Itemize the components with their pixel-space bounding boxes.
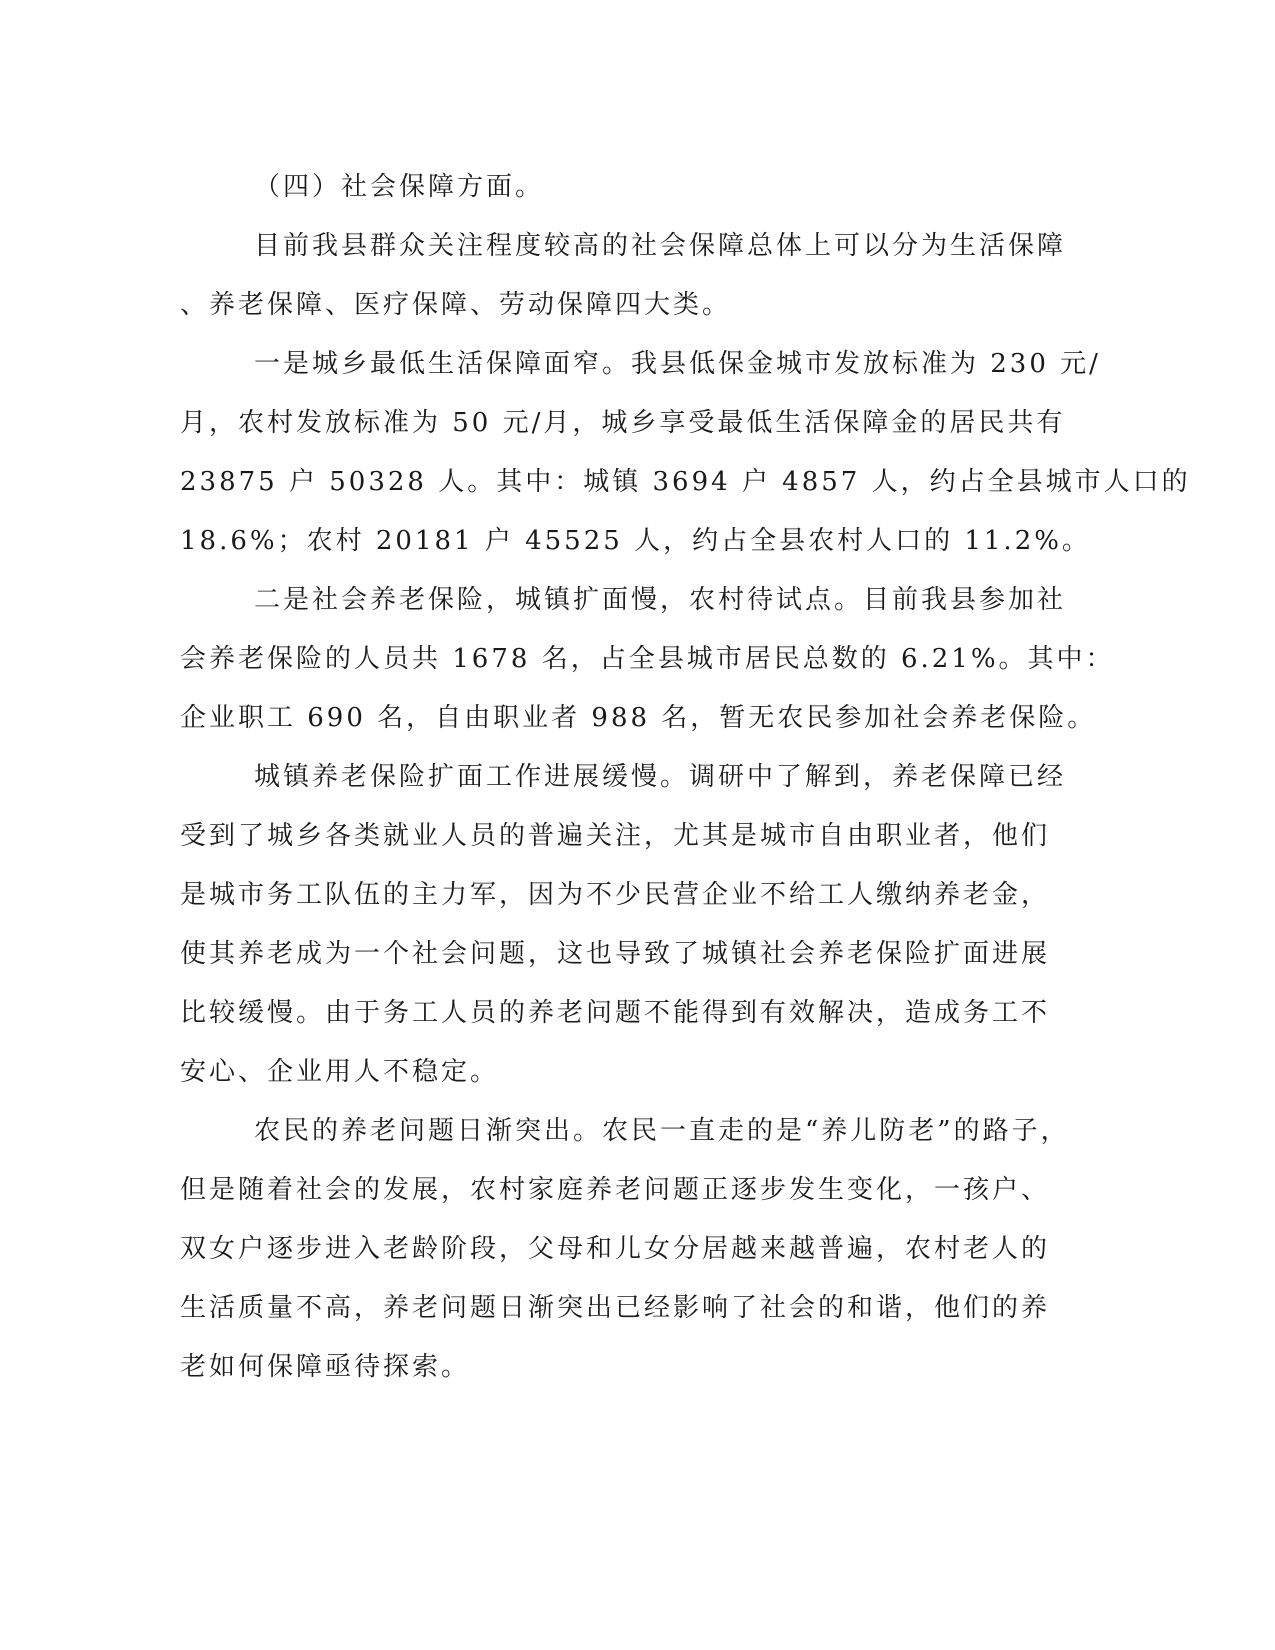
paragraph-line: 一是城乡最低生活保障面窄。我县低保金城市发放标准为 230 元/ <box>254 349 1101 379</box>
paragraph-line: 18.6%；农村 20181 户 45525 人，约占全县农村人口的 11.2%。 <box>180 526 1091 556</box>
paragraph-1 <box>180 217 1067 335</box>
paragraph-line: 生活质量不高，养老问题日渐突出已经影响了社会的和谐，他们的养 <box>180 1293 1051 1323</box>
paragraph-line: 使其养老成为一个社会问题，这也导致了城镇社会养老保险扩面进展 <box>180 939 1051 969</box>
paragraph-line: 是城市务工队伍的主力军，因为不少民营企业不给工人缴纳养老金， <box>180 880 1051 910</box>
paragraph-line: 会养老保险的人员共 1678 名，占全县城市居民总数的 6.21%。其中： <box>180 644 1115 674</box>
paragraph-2 <box>180 335 1191 571</box>
document-body <box>180 158 1191 1397</box>
paragraph-line: 月，农村发放标准为 50 元/月，城乡享受最低生活保障金的居民共有 <box>180 408 1066 438</box>
paragraph-line: 受到了城乡各类就业人员的普遍关注，尤其是城市自由职业者，他们 <box>180 821 1051 851</box>
paragraph-line: 安心、企业用人不稳定。 <box>180 1057 500 1087</box>
paragraph-line: 农民的养老问题日渐突出。农民一直走的是“养儿防老”的路子， <box>254 1116 1070 1146</box>
paragraph-line: 比较缓慢。由于务工人员的养老问题不能得到有效解决，造成务工不 <box>180 998 1051 1028</box>
section-heading: （四）社会保障方面。 <box>254 172 545 202</box>
paragraph-line: 但是随着社会的发展，农村家庭养老问题正逐步发生变化，一孩户、 <box>180 1175 1051 1205</box>
paragraph-line: 二是社会养老保险，城镇扩面慢，农村待试点。目前我县参加社 <box>254 585 1067 615</box>
paragraph-5 <box>180 1102 1070 1397</box>
paragraph-line: 23875 户 50328 人。其中：城镇 3694 户 4857 人，约占全县城市人口的 <box>180 467 1191 497</box>
paragraph-line: 老如何保障亟待探索。 <box>180 1352 471 1382</box>
paragraph-4 <box>180 748 1067 1102</box>
paragraph-line: 双女户逐步进入老龄阶段，父母和儿女分居越来越普遍，农村老人的 <box>180 1234 1051 1264</box>
paragraph-line: 、养老保障、医疗保障、劳动保障四大类。 <box>180 290 732 320</box>
paragraph-line: 目前我县群众关注程度较高的社会保障总体上可以分为生活保障 <box>254 231 1067 261</box>
paragraph-line: 城镇养老保险扩面工作进展缓慢。调研中了解到，养老保障已经 <box>254 762 1067 792</box>
paragraph-3 <box>180 571 1115 748</box>
paragraph-line: 企业职工 690 名，自由职业者 988 名，暂无农民参加社会养老保险。 <box>180 703 1097 733</box>
